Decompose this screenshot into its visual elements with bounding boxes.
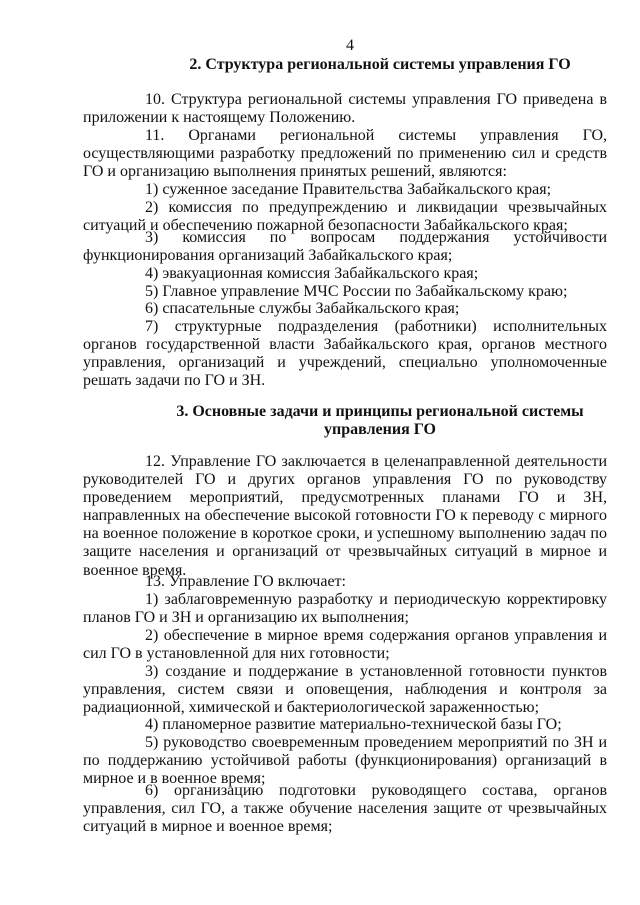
page-number: 4 (346, 37, 354, 54)
list-item-6: 6) спасательные службы Забайкальского края; (145, 300, 460, 317)
list-item-1: 1) суженное заседание Правительства Забайкальского края; (145, 181, 552, 198)
sublist-item-2: 2) обеспечение в мирное время содержания органов управления и сил ГО в установленной для них готовности; (83, 627, 607, 663)
section-3-heading-line2: управления ГО (324, 421, 436, 438)
sublist-item-3: 3) создание и поддержание в установленной готовности пунктов управления, систем связи и оповещения, наблюдения и контроля за радиационной, химической и бактериологической зараженностью; (83, 663, 607, 717)
section-3-heading-line1: 3. Основные задачи и принципы региональной системы (176, 403, 584, 420)
section-2-heading: 2. Структура региональной системы управления ГО (189, 56, 571, 73)
paragraph-13: 13. Управление ГО включает: (145, 573, 346, 590)
sublist-item-1: 1) заблаговременную разработку и периодическую корректировку планов ГО и ЗН и организацию их выполнения; (83, 591, 607, 627)
list-item-4: 4) эвакуационная комиссия Забайкальского края; (145, 265, 479, 282)
list-item-3: 3) комиссия по вопросам поддержания устойчивости функционирования организаций Забайкальского края; (83, 229, 607, 265)
sublist-item-4: 4) планомерное развитие материально-технической базы ГО; (145, 716, 562, 733)
paragraph-11: 11. Органами региональной системы управления ГО, осуществляющими разработку предложений по применению сил и средств ГО и организацию выполнения принятых решений, являются: (83, 127, 607, 181)
list-item-7: 7) структурные подразделения (работники) исполнительных органов государственной власти Забайкальского края, органов местного управления, организаций и учреждений, специально уполномоченные решать задачи по ГО и ЗН. (83, 318, 607, 390)
sublist-item-6: 6) организацию подготовки руководящего состава, органов управления, сил ГО, а также обучение населения защите от чрезвычайных ситуаций в мирное и военное время; (83, 782, 607, 836)
list-item-2: 2) комиссия по предупреждению и ликвидации чрезвычайных ситуаций и обеспечению пожарной безопасности Забайкальского края; (83, 199, 607, 235)
sublist-item-5: 5) руководство своевременным проведением мероприятий по ЗН и по поддержанию устойчивой работы (функционирования) организаций в мирное и в военное время; (83, 734, 607, 788)
list-item-5: 5) Главное управление МЧС России по Забайкальскому краю; (145, 283, 568, 300)
paragraph-12: 12. Управление ГО заключается в целенаправленной деятельности руководителей ГО и других органов управления ГО по руководству проведением мероприятий, предусмотренных планами ГО и ЗН, направленных на обеспечение высокой готовности ГО к переводу с мирного на военное положение в короткое сроки, и успешному выполнению задач по защите населения и организаций от чрезвычайных ситуаций в мирное и военное время. (83, 453, 607, 579)
paragraph-10: 10. Структура региональной системы управления ГО приведена в приложении к настоящему Положению. (83, 91, 607, 127)
